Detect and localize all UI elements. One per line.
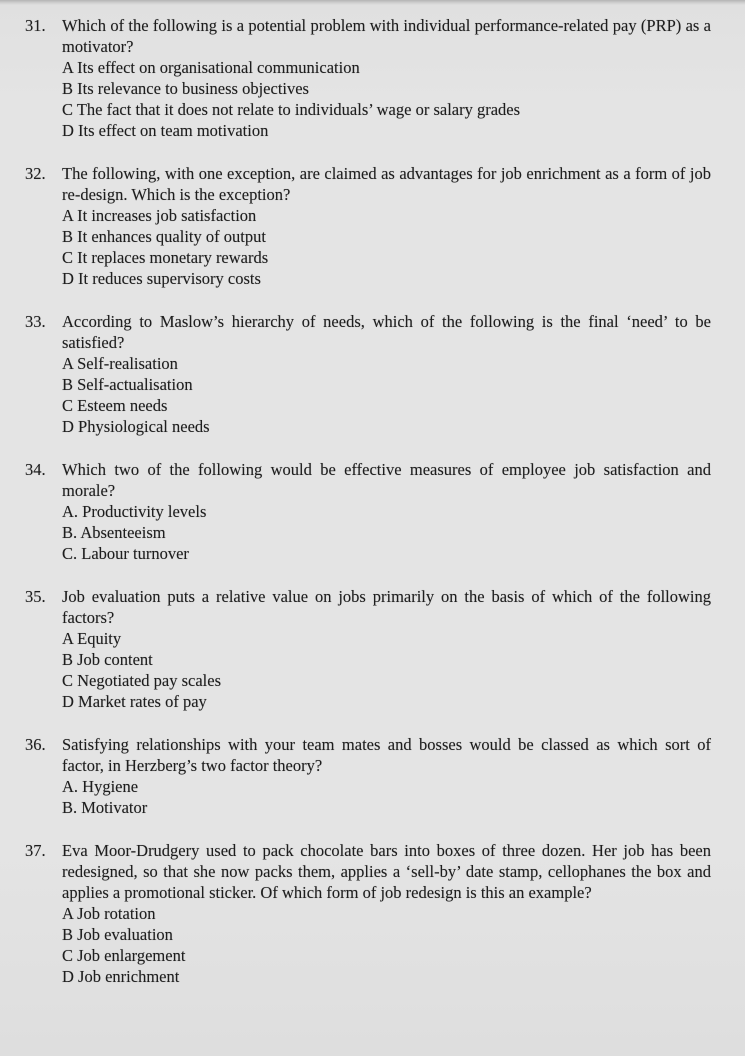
option-item: A Equity — [62, 629, 122, 648]
question-item — [25, 459, 711, 564]
question-item — [25, 15, 711, 141]
options-list — [62, 57, 711, 141]
option-item: A. Hygiene — [62, 777, 139, 796]
option-item: C. Labour turnover — [62, 544, 189, 563]
question-item — [25, 311, 711, 437]
question-number: 37. — [25, 841, 46, 860]
options-list — [62, 628, 711, 712]
options-list — [62, 353, 711, 437]
option-item: B. Absenteeism — [62, 523, 166, 542]
question-body — [62, 459, 711, 564]
option-item: A It increases job satisfaction — [62, 206, 257, 225]
option-item: C Job enlargement — [62, 946, 186, 965]
options-list — [62, 205, 711, 289]
question-body — [62, 15, 711, 141]
question-number: 33. — [25, 312, 46, 331]
option-item: B Job evaluation — [62, 925, 173, 944]
option-item: D It reduces supervisory costs — [62, 269, 261, 288]
question-text: According to Maslow’s hierarchy of needs, which of the following is the final ‘need’ to be satisfied? — [62, 312, 711, 352]
option-item: B Self-actualisation — [62, 375, 193, 394]
option-item: C The fact that it does not relate to individuals’ wage or salary grades — [62, 100, 521, 119]
option-item: D Market rates of pay — [62, 692, 207, 711]
question-item — [25, 586, 711, 712]
question-body — [62, 163, 711, 289]
option-item: C It replaces monetary rewards — [62, 248, 269, 267]
options-list — [62, 501, 711, 564]
question-number: 34. — [25, 460, 46, 479]
question-text: Job evaluation puts a relative value on jobs primarily on the basis of which of the following factors? — [62, 587, 711, 627]
question-number: 35. — [25, 587, 46, 606]
question-text: Which of the following is a potential problem with individual performance-related pay (PRP) as a motivator? — [62, 16, 711, 56]
question-number: 31. — [25, 16, 46, 35]
question-item — [25, 734, 711, 818]
question-item — [25, 840, 711, 987]
question-text: Eva Moor-Drudgery used to pack chocolate bars into boxes of three dozen. Her job has been redesigned, so that she now packs them, applies a ‘sell-by’ date stamp, cellophanes the box and applies a promotional sticker. Of which form of job redesign is this an example? — [62, 841, 711, 902]
option-item: A. Productivity levels — [62, 502, 207, 521]
question-item — [25, 163, 711, 289]
question-number: 32. — [25, 164, 46, 183]
question-body — [62, 311, 711, 437]
question-body — [62, 586, 711, 712]
option-item: B Its relevance to business objectives — [62, 79, 309, 98]
question-body — [62, 734, 711, 818]
question-text: Which two of the following would be effective measures of employee job satisfaction and morale? — [62, 460, 711, 500]
option-item: C Negotiated pay scales — [62, 671, 221, 690]
option-item: A Its effect on organisational communication — [62, 58, 360, 77]
question-body — [62, 840, 711, 987]
option-item: D Job enrichment — [62, 967, 180, 986]
option-item: A Self-realisation — [62, 354, 178, 373]
option-item: B It enhances quality of output — [62, 227, 266, 246]
question-text: The following, with one exception, are claimed as advantages for job enrichment as a form of job re-design. Which is the exception? — [62, 164, 711, 204]
option-item: B Job content — [62, 650, 153, 669]
option-item: D Its effect on team motivation — [62, 121, 269, 140]
option-item: B. Motivator — [62, 798, 148, 817]
option-item: C Esteem needs — [62, 396, 168, 415]
option-item: A Job rotation — [62, 904, 156, 923]
option-item: D Physiological needs — [62, 417, 210, 436]
options-list — [62, 776, 711, 818]
question-text: Satisfying relationships with your team mates and bosses would be classed as which sort of factor, in Herzberg’s two factor theory? — [62, 735, 711, 775]
question-number: 36. — [25, 735, 46, 754]
options-list — [62, 903, 711, 987]
